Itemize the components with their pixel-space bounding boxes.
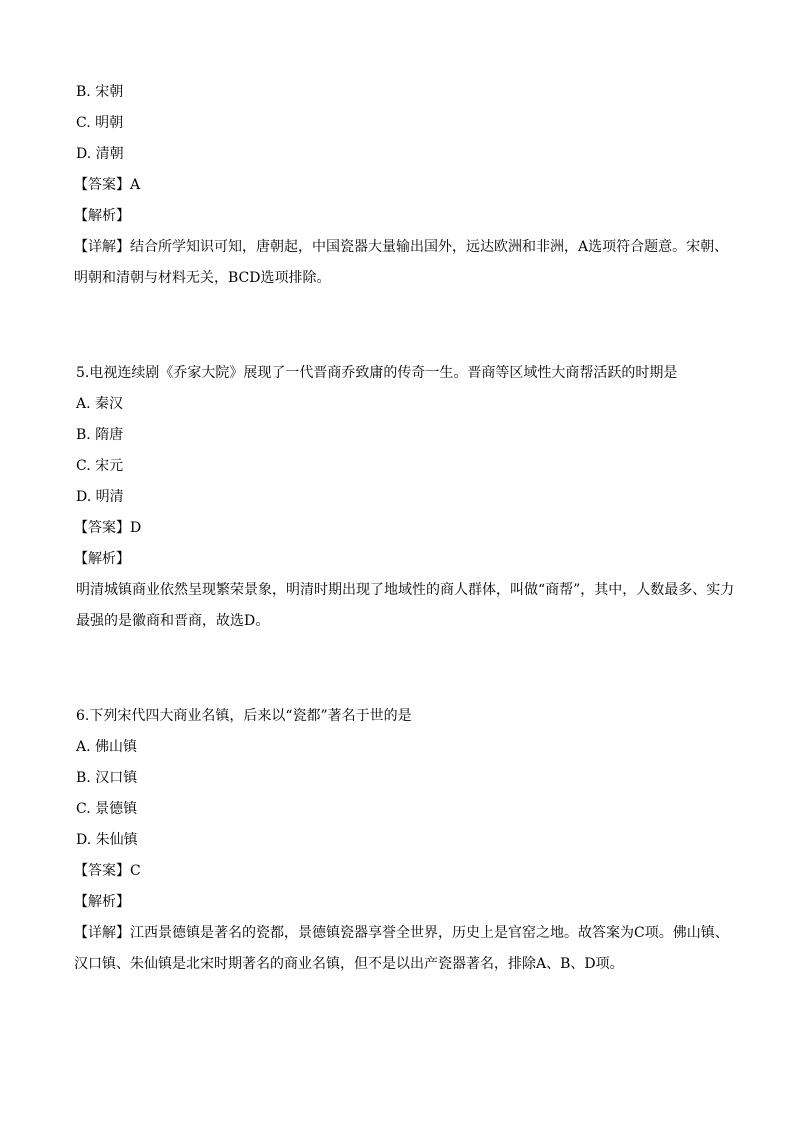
- q5-option-b: B. 隋唐: [76, 427, 124, 443]
- q6-option-c: C. 景德镇: [76, 801, 138, 817]
- q6-analysis-label: 【解析】: [74, 894, 130, 910]
- q4-option-c: C. 明朝: [76, 115, 124, 131]
- q6-question: 6.下列宋代四大商业名镇，后来以“瓷都”著名于世的是: [76, 708, 412, 724]
- q4-option-d: D. 清朝: [76, 146, 124, 162]
- q5-analysis-label: 【解析】: [74, 551, 130, 567]
- q4-detail: 【详解】结合所学知识可知，唐朝起，中国瓷器大量输出国外，远达欧洲和非洲，A选项符合题意。宋朝、明朝和清朝与材料无关，BCD选项排除。: [74, 239, 729, 286]
- q6-option-d: D. 朱仙镇: [76, 832, 138, 848]
- q5-option-a: A. 秦汉: [76, 396, 124, 412]
- q4-option-b: B. 宋朝: [76, 84, 124, 100]
- q5-option-d: D. 明清: [76, 489, 124, 505]
- q6-option-b: B. 汉口镇: [76, 770, 138, 786]
- q5-option-c: C. 宋元: [76, 458, 124, 474]
- q6-answer: 【答案】C: [74, 863, 141, 879]
- q5-detail: 明清城镇商业依然呈现繁荣景象，明清时期出现了地域性的商人群体，叫做“商帮”，其中，人数最多、实力最强的是徽商和晋商，故选D。: [76, 582, 735, 629]
- q4-answer: 【答案】A: [74, 177, 141, 193]
- q6-option-a: A. 佛山镇: [76, 739, 138, 755]
- q4-analysis-label: 【解析】: [74, 208, 130, 224]
- q5-question: 5.电视连续剧《乔家大院》展现了一代晋商乔致庸的传奇一生。晋商等区域性大商帮活跃的时期是: [76, 365, 678, 381]
- q5-answer: 【答案】D: [74, 520, 142, 536]
- q6-detail: 【详解】江西景德镇是著名的瓷都，景德镇瓷器享誉全世界，历史上是官窑之地。故答案为C项。佛山镇、汉口镇、朱仙镇是北宋时期著名的商业名镇，但不是以出产瓷器著名，排除A、B、D项。: [74, 925, 729, 972]
